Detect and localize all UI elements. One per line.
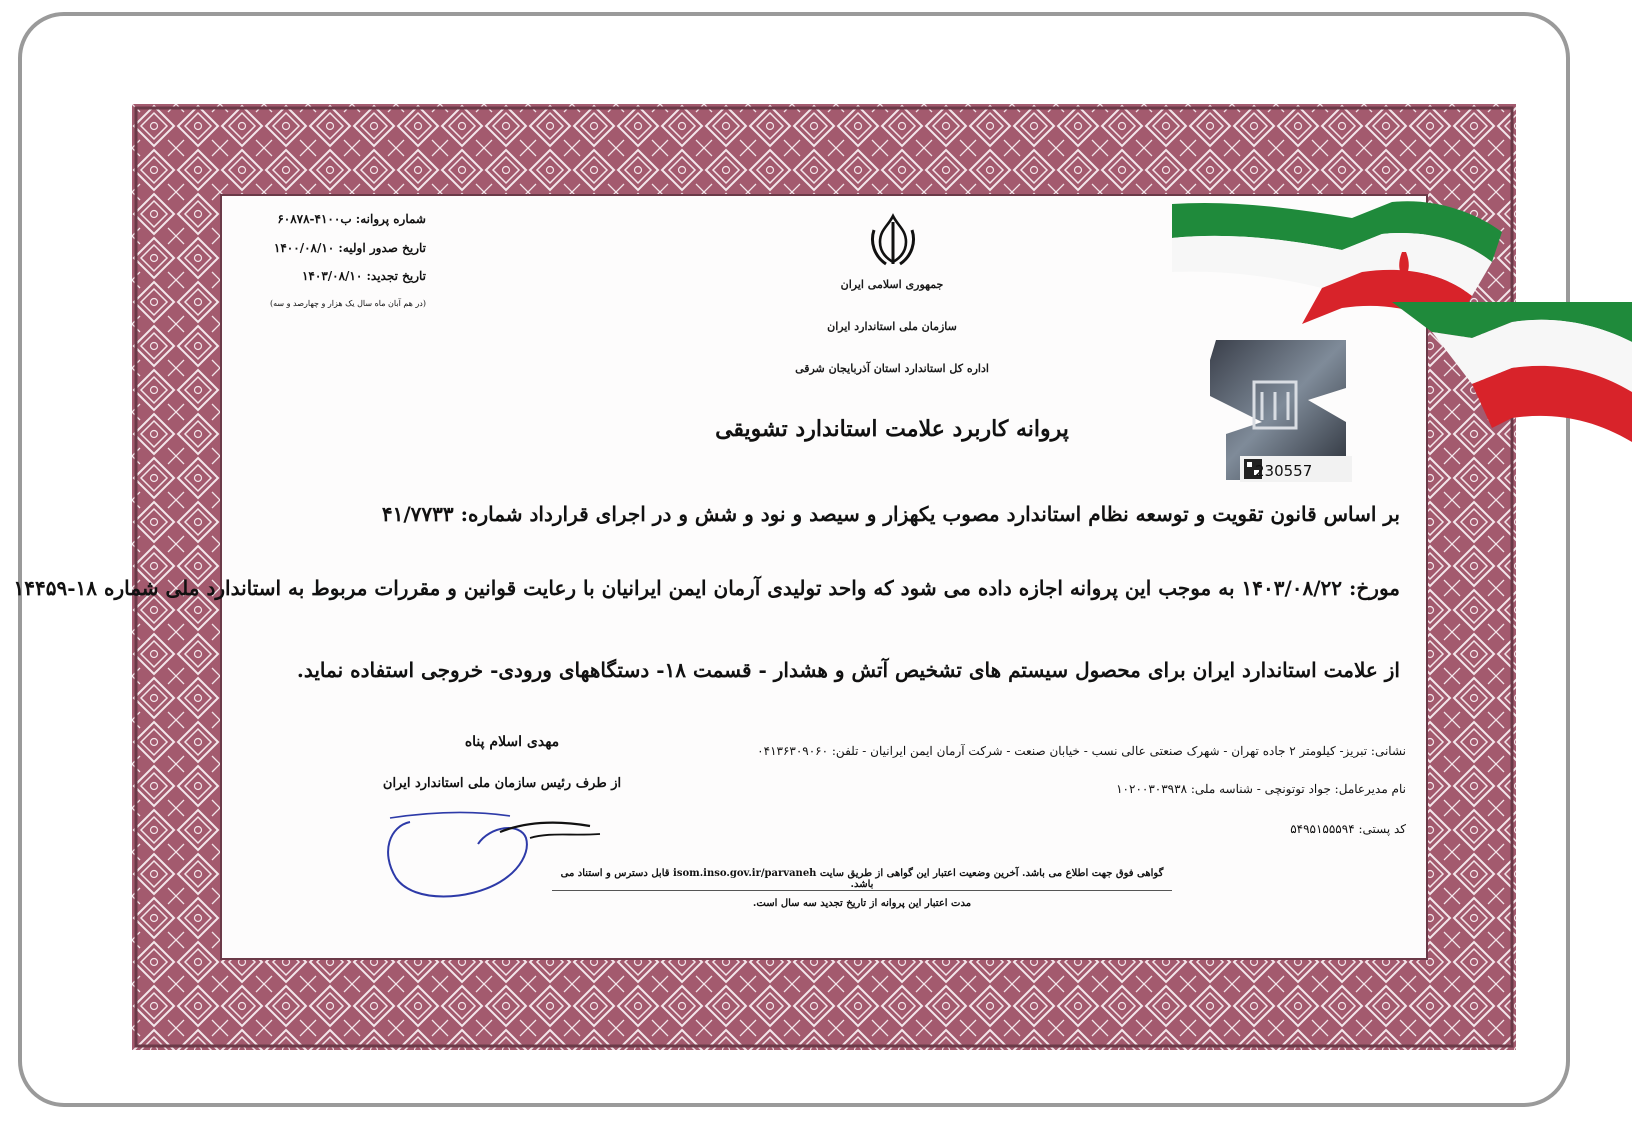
header-organization: سازمان ملی استاندارد ایران — [827, 320, 957, 333]
iran-emblem-icon — [866, 212, 920, 268]
certificate — [13, 104, 1516, 1050]
header-country: جمهوری اسلامی ایران — [840, 278, 944, 291]
hologram-serial: 230557 — [1255, 462, 1313, 480]
company-manager: نام مدیرعامل: جواد توتونچی - شناسه ملی: ۱۰۲۰۰۳۰۳۹۳۸ — [1116, 782, 1406, 796]
license-number: شماره پروانه: ب۴۱۰۰-۶۰۸۷۸ — [277, 212, 426, 226]
certificate-title: پروانه کاربرد علامت استاندارد تشویقی — [715, 416, 1069, 442]
body-line-1: بر اساس قانون تقویت و توسعه نظام استاندارد مصوب یکهزار و سیصد و نود و شش و در اجرای قرارداد شماره: ۴۱/۷۷۳۳ — [381, 502, 1400, 526]
header-department: اداره کل استاندارد استان آذربایجان شرقی — [795, 362, 989, 375]
signatory-role: از طرف رئیس سازمان ملی استاندارد ایران — [382, 776, 622, 791]
first-issue-date: تاریخ صدور اولیه: ۱۴۰۰/۰۸/۱۰ — [273, 241, 426, 255]
signatory-name: مهدی اسلام پناه — [464, 734, 560, 750]
validity-note: مدت اعتبار این پروانه از تاریخ تجدید سه سال است. — [752, 898, 972, 909]
body-line-2: مورخ: ۱۴۰۳/۰۸/۲۲ به موجب این پروانه اجازه داده می شود که واحد تولیدی آرمان ایمن ایرانیان با رعایت قوانین و مقررات مربوط به استاندارد ملی شماره ۱۸-۱۴۴۵۹ — [13, 576, 1400, 600]
footer-divider — [552, 890, 1172, 891]
page-frame — [13, 12, 1570, 1107]
body-line-3: از علامت استاندارد ایران برای محصول سیستم های تشخیص آتش و هشدار - قسمت ۱۸- دستگاههای ورودی- خروجی استفاده نماید. — [296, 658, 1400, 682]
iran-flag-ribbon — [1172, 192, 1632, 444]
company-address: نشانی: تبریز- کیلومتر ۲ جاده تهران - شهرک صنعتی عالی نسب - خیابان صنعت - شرکت آرمان ایمن ایرانیان - تلفن: ۰۴۱۳۶۳۰۹۰۶۰ — [757, 744, 1406, 758]
company-postal-code: کد پستی: ۵۴۹۵۱۵۵۵۹۴ — [1290, 822, 1406, 836]
handwritten-signature — [350, 792, 620, 922]
verification-note: گواهی فوق جهت اطلاع می باشد. آخرین وضعیت اعتبار این گواهی از طریق سایت isom.inso.gov.ir/parvaneh قابل دسترس و استناد می باشد. — [560, 868, 1164, 890]
renewal-date: تاریخ تجدید: ۱۴۰۳/۰۸/۱۰ — [301, 269, 426, 283]
renewal-date-words: (در هم آبان ماه سال یک هزار و چهارصد و سه) — [269, 299, 426, 308]
